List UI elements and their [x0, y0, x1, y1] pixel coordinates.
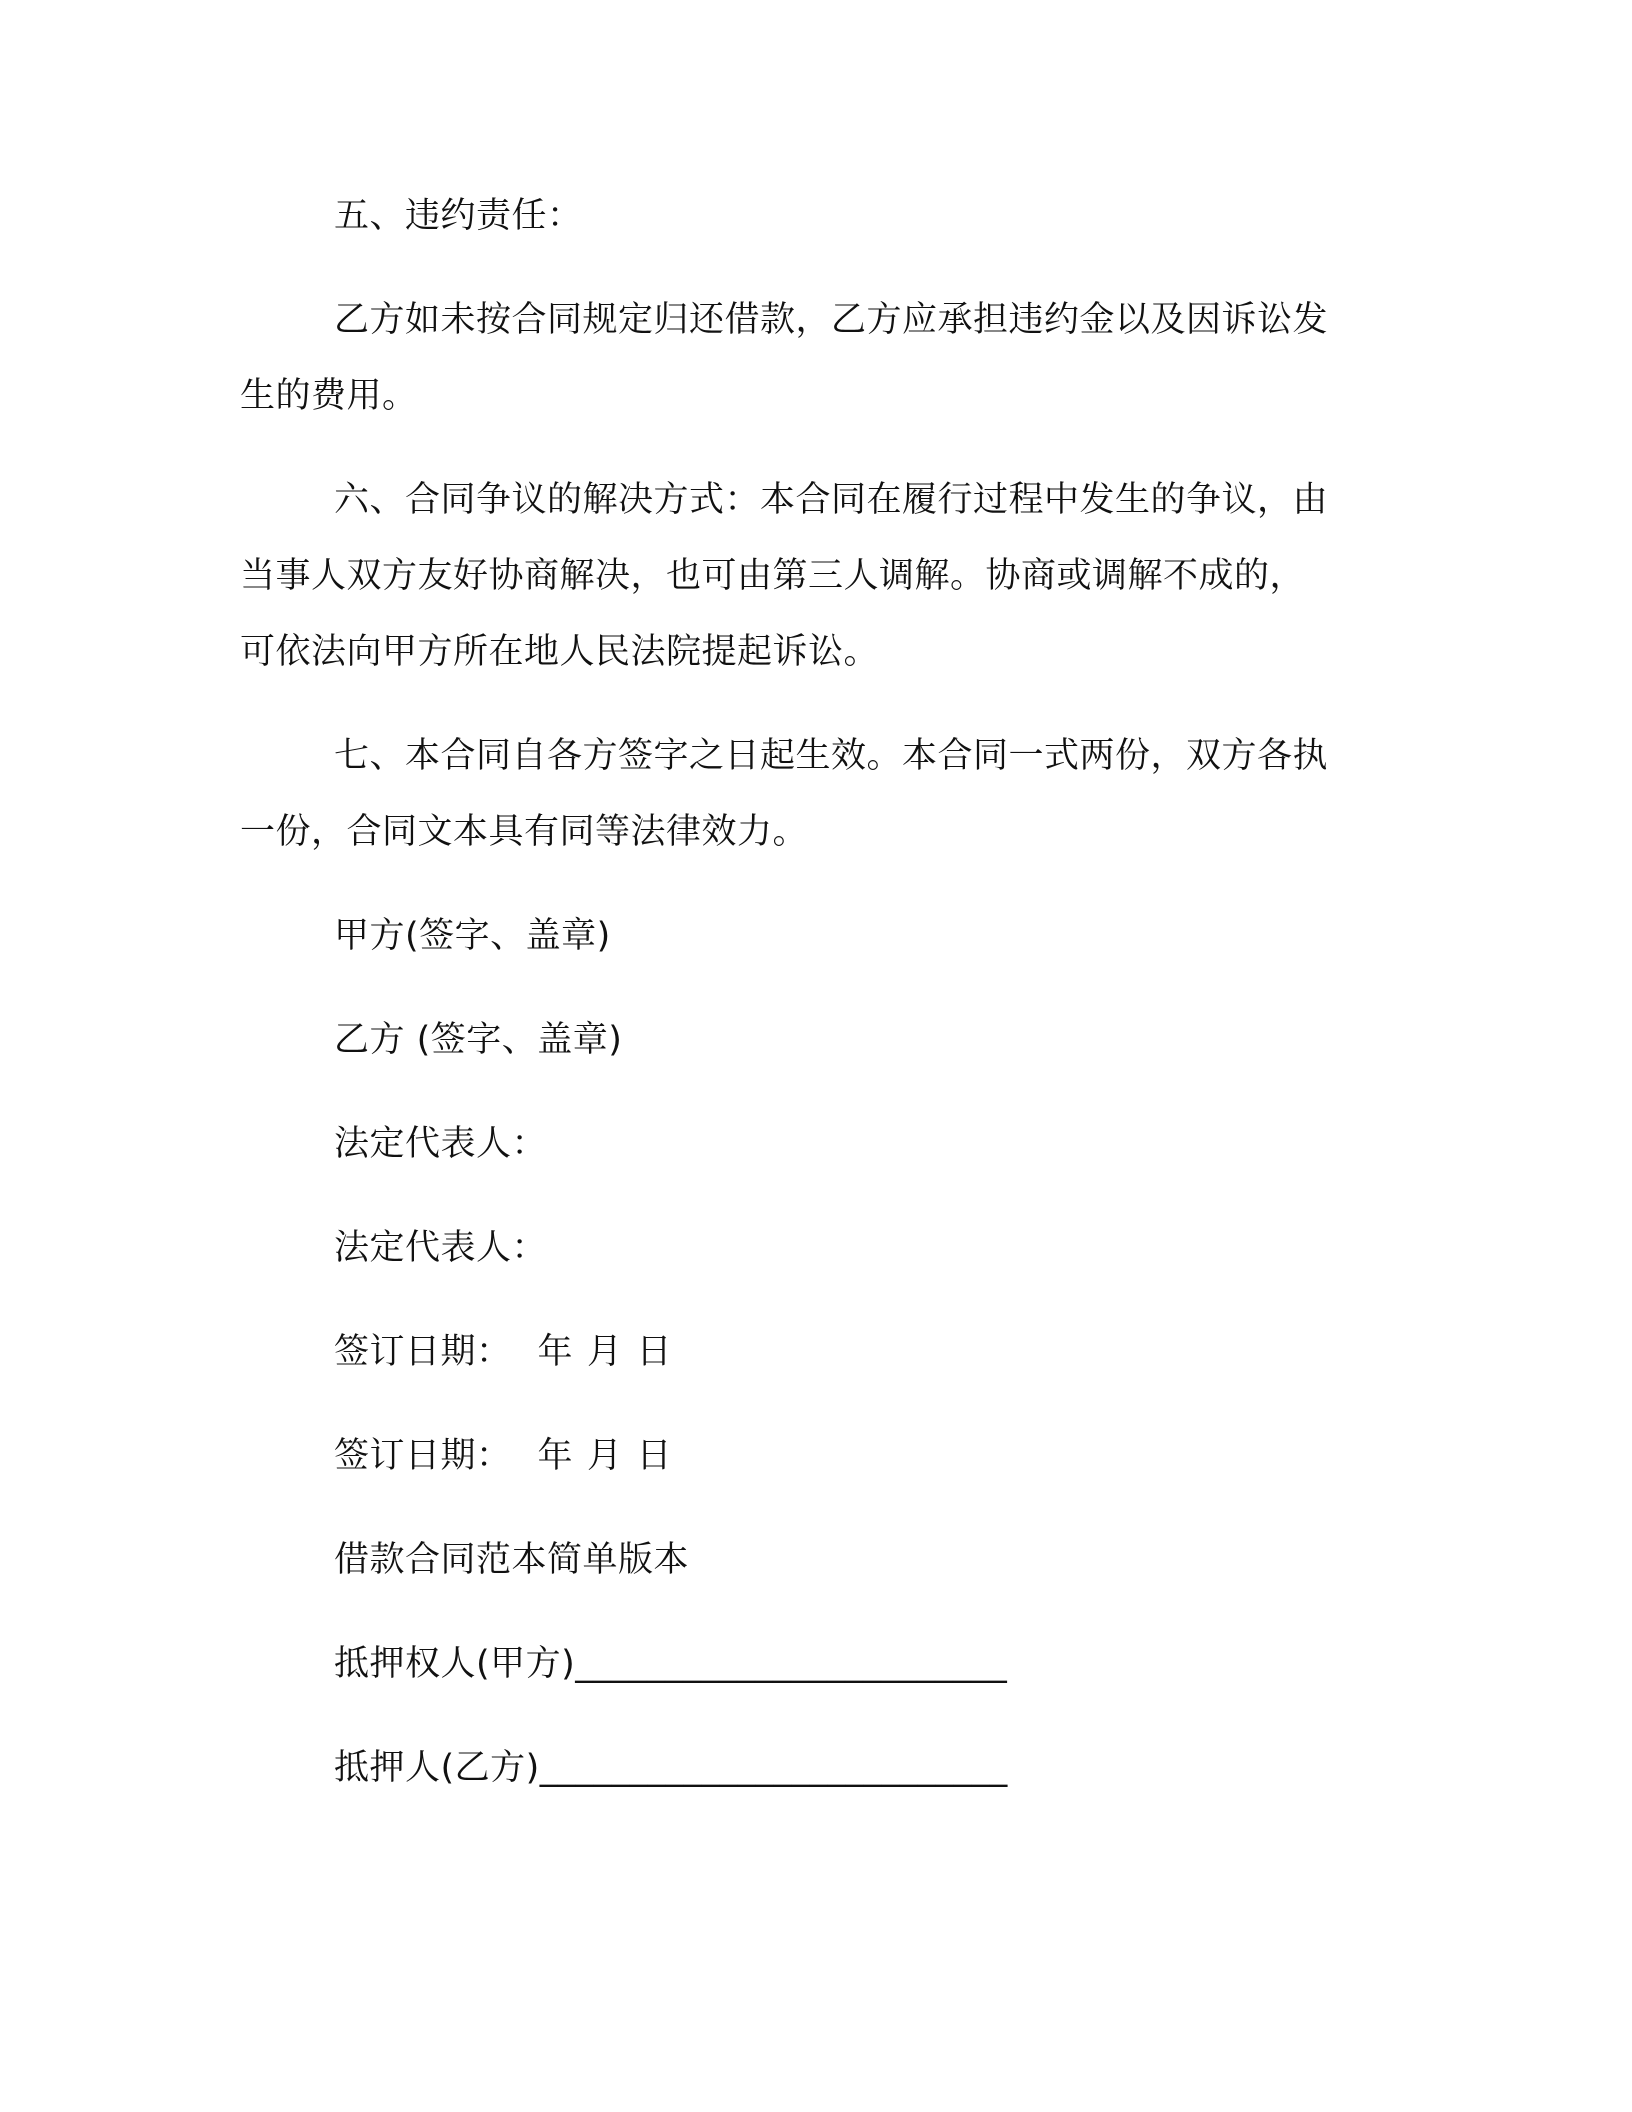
- section-6-line-3: 可依法向甲方所在地人民法院提起诉讼。: [240, 632, 880, 672]
- mortgagee-line: 抵押权人(甲方)________________________: [334, 1644, 1008, 1684]
- section-7-line-2: 一份，合同文本具有同等法律效力。: [240, 812, 809, 852]
- date-day: 日: [636, 1436, 673, 1476]
- section-5-body-line-2: 生的费用。: [240, 376, 418, 416]
- legal-representative-b-label: 法定代表人：: [334, 1228, 548, 1268]
- section-5-body-line-1: 乙方如未按合同规定归还借款，乙方应承担违约金以及因诉讼发: [334, 300, 1329, 340]
- section-6-line-1: 六、合同争议的解决方式：本合同在履行过程中发生的争议，由: [334, 480, 1329, 520]
- section-5-heading: 五、违约责任：: [334, 196, 583, 236]
- signing-date-a: [334, 1332, 672, 1372]
- section-7-line-1: 七、本合同自各方签字之日起生效。本合同一式两份，双方各执: [334, 736, 1329, 776]
- next-contract-title: 借款合同范本简单版本: [334, 1540, 690, 1580]
- party-a-signature-label: 甲方(签字、盖章): [334, 916, 611, 956]
- date-year: 年: [537, 1436, 574, 1476]
- signing-date-label: 签订日期：: [334, 1436, 512, 1476]
- date-day: 日: [636, 1332, 673, 1372]
- party-b-signature-label: 乙方 (签字、盖章): [334, 1020, 623, 1060]
- date-year: 年: [537, 1332, 574, 1372]
- legal-representative-a-label: 法定代表人：: [334, 1124, 548, 1164]
- signing-date-label: 签订日期：: [334, 1332, 512, 1372]
- date-month: 月: [587, 1332, 623, 1372]
- section-6-line-2: 当事人双方友好协商解决，也可由第三人调解。协商或调解不成的，: [240, 556, 1306, 596]
- mortgagor-line: 抵押人(乙方)__________________________: [334, 1748, 1008, 1788]
- signing-date-b: [334, 1436, 672, 1476]
- date-month: 月: [587, 1436, 623, 1476]
